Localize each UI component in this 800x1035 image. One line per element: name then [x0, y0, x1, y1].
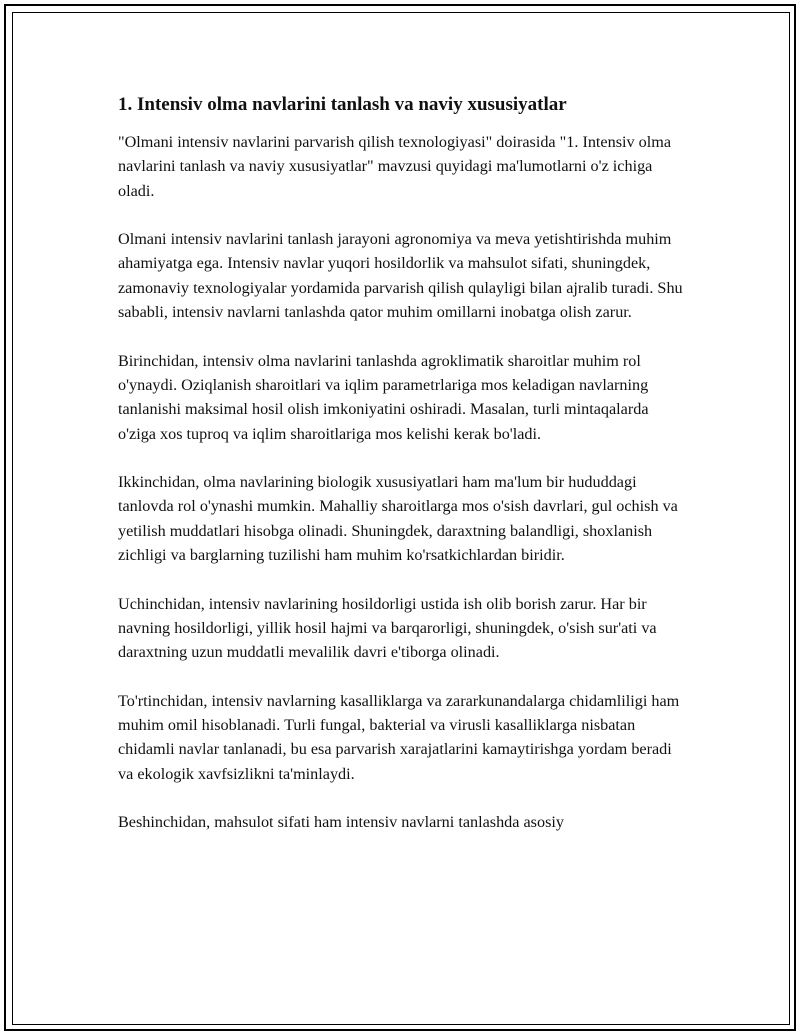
document-title: 1. Intensiv olma navlarini tanlash va naviy xususiyatlar — [118, 94, 567, 115]
paragraph-overview: Olmani intensiv navlarini tanlash jarayoni agronomiya va meva yetishtirishda muhim ahamiyatga ega. Intensiv navlar yuqori hosildorlik va mahsulot sifati, shuningdek, zamonaviy texnologiyalar yordamida parvarish qilish qulayligi bilan ajralib turadi. Shu sababli, intensiv navlarni tanlashda qator muhim omillarni inobatga olish zarur. — [118, 230, 683, 322]
document-body — [118, 92, 688, 859]
paragraph-fourth: To'rtinchidan, intensiv navlarning kasalliklarga va zararkunandalarga chidamliligi ham muhim omil hisoblanadi. Turli fungal, bakterial va virusli kasalliklarga nisbatan chidamli navlar tanlanadi, bu esa parvarish xarajatlarini kamaytirishga yordam beradi va ekologik xavfsizlikni ta'minlaydi. — [118, 691, 680, 783]
paragraph-third: Uchinchidan, intensiv navlarining hosildorligi ustida ish olib borish zarur. Har bir navning hosildorligi, yillik hosil hajmi va barqarorligi, shuningdek, o'sish sur'ati va daraxtning uzun muddatli mevalilik davri e'tiborga olinadi. — [118, 594, 657, 662]
paragraph-intro: "Olmani intensiv navlarini parvarish qilish texnologiyasi" doirasida "1. Intensiv olma navlarini tanlash va naviy xususiyatlar" mavzusi quyidagi ma'lumotlarni o'z ichiga oladi. — [118, 133, 672, 200]
paragraph-second: Ikkinchidan, olma navlarining biologik xususiyatlari ham ma'lum bir hududdagi tanlovda rol o'ynashi mumkin. Mahalliy sharoitlarga mos o'sish davrlari, gul ochish va yetilish muddatlari hisobga olinadi. Shuningdek, daraxtning balandligi, shoxlanish zichligi va barglarning tuzilishi ham muhim ko'rsatkichlardan biridir. — [118, 473, 678, 565]
paragraph-first: Birinchidan, intensiv olma navlarini tanlashda agroklimatik sharoitlar muhim rol o'ynaydi. Oziqlanish sharoitlari va iqlim parametrlariga mos keladigan navlarning tanlanishi maksimal hosil olish imkoniyatini oshiradi. Masalan, turli mintaqalarda o'ziga xos tuproq va iqlim sharoitlariga mos kelishi kerak bo'ladi. — [118, 351, 649, 443]
paragraph-fifth: Beshinchidan, mahsulot sifati ham intensiv navlarni tanlashda asosiy — [118, 813, 564, 832]
